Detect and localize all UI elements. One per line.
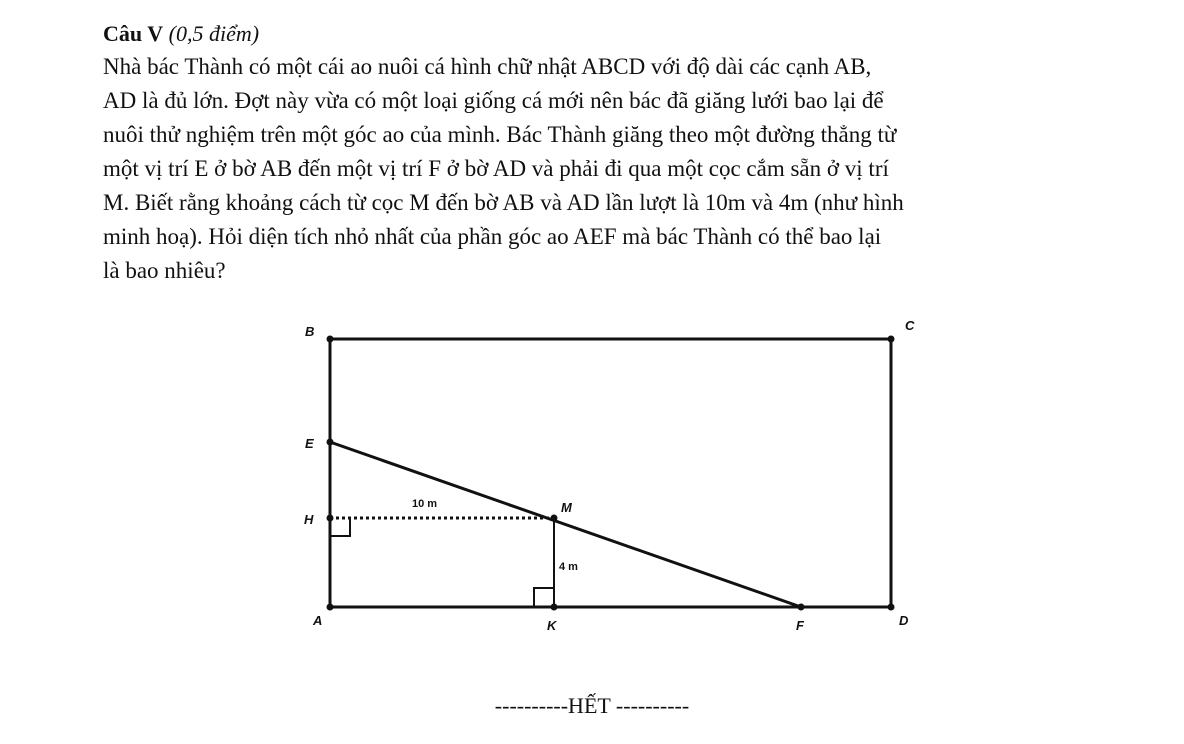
problem-line: Nhà bác Thành có một cái ao nuôi cá hình chữ nhật ABCD với độ dài các cạnh AB, xyxy=(103,54,872,79)
point-M xyxy=(551,515,558,522)
measure-MK: 4 m xyxy=(559,561,578,573)
problem-line: minh hoạ). Hỏi diện tích nhỏ nhất của phần góc ao AEF mà bác Thành có thể bao lại xyxy=(103,224,882,249)
label-B: B xyxy=(305,324,315,339)
problem-line: AD là đủ lớn. Đợt này vừa có một loại giống cá mới nên bác đã giăng lưới bao lại để xyxy=(103,88,884,113)
right-angle-mark-K xyxy=(534,588,554,607)
question-points: (0,5 điểm) xyxy=(168,21,260,46)
point-D xyxy=(888,604,895,611)
problem-line: M. Biết rằng khoảng cách từ cọc M đến bờ AB và AD lần lượt là 10m và 4m (như hình xyxy=(103,190,904,215)
label-H: H xyxy=(304,512,314,527)
point-K xyxy=(551,604,558,611)
label-M: M xyxy=(561,500,572,515)
label-K: K xyxy=(547,618,557,633)
net-line-EF xyxy=(330,442,801,607)
point-B xyxy=(327,336,334,343)
label-D: D xyxy=(899,613,909,628)
point-F xyxy=(798,604,805,611)
right-angle-mark-H xyxy=(330,518,350,536)
problem-line: nuôi thử nghiệm trên một góc ao của mình. Bác Thành giăng theo một đường thẳng từ xyxy=(103,122,897,147)
end-mark: ----------HẾT ---------- xyxy=(494,693,690,718)
label-C: C xyxy=(905,318,915,333)
question-number: Câu V xyxy=(103,21,164,46)
label-F: F xyxy=(796,618,804,633)
point-E xyxy=(327,439,334,446)
point-C xyxy=(888,336,895,343)
problem-line: một vị trí E ở bờ AB đến một vị trí F ở bờ AD và phải đi qua một cọc cắm sẵn ở vị trí xyxy=(103,156,889,181)
label-A: A xyxy=(313,613,323,628)
point-H xyxy=(327,515,334,522)
label-E: E xyxy=(305,436,314,451)
measure-HM: 10 m xyxy=(412,498,438,510)
point-A xyxy=(327,604,334,611)
problem-line: là bao nhiêu? xyxy=(103,258,226,283)
